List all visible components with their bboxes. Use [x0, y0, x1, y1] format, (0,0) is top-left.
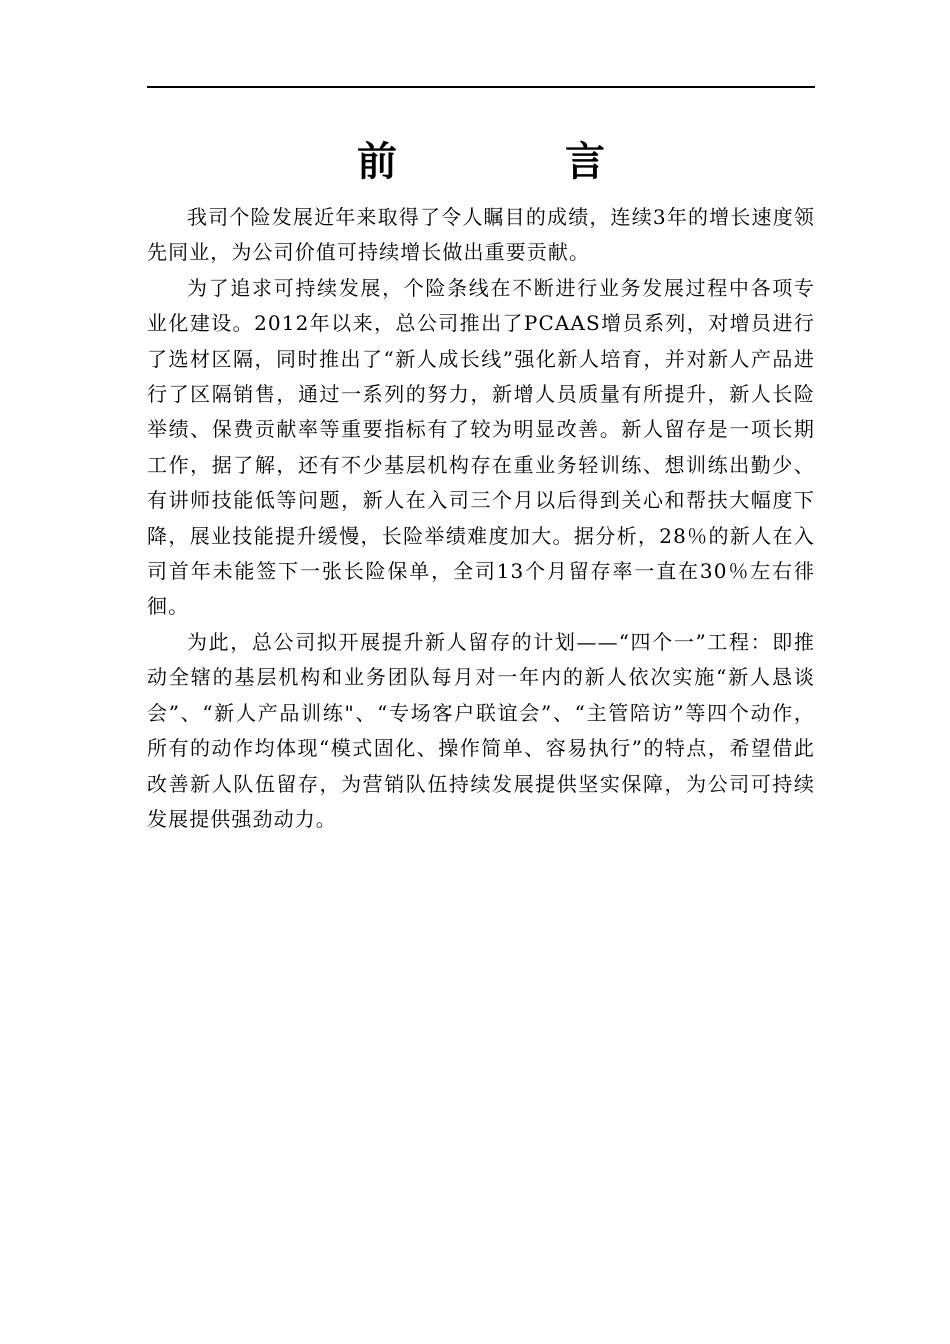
body-text [147, 200, 815, 837]
paragraph-background: 为了追求可持续发展，个险条线在不断进行业务发展过程中各项专业化建设。2012年以来，总公司推出了PCAAS增员系列，对增员进行了选材区隔，同时推出了“新人成长线”强化新人培育，并对新人产品进行了区隔销售，通过一系列的努力，新增人员质量有所提升，新人长险举绩、保费贡献率等重要指标有了较为明显改善。新人留存是一项长期工作，据了解，还有不少基层机构存在重业务轻训练、想训练出勤少、有讲师技能低等问题，新人在入司三个月以后得到关心和帮扶大幅度下降，展业技能提升缓慢，长险举绩难度加大。据分析，28％的新人在入司首年未能签下一张长险保单，全司13个月留存率一直在30％左右徘徊。 [147, 275, 815, 619]
header-rule [147, 86, 815, 88]
paragraph-intro: 我司个险发展近年来取得了令人瞩目的成绩，连续3年的增长速度领先同业，为公司价值可持续增长做出重要贡献。 [147, 205, 815, 265]
paragraph-plan: 为此，总公司拟开展提升新人留存的计划——“四个一”工程：即推动全辖的基层机构和业务团队每月对一年内的新人依次实施“新人恳谈会”、“新人产品训练"、“专场客户联谊会”、“主管陪访”等四个动作，所有的动作均体现“模式固化、操作简单、容易执行”的特点，希望借此改善新人队伍留存，为营销队伍持续发展提供坚实保障，为公司可持续发展提供强劲动力。 [147, 629, 815, 831]
page-title: 前 言 [357, 139, 669, 185]
